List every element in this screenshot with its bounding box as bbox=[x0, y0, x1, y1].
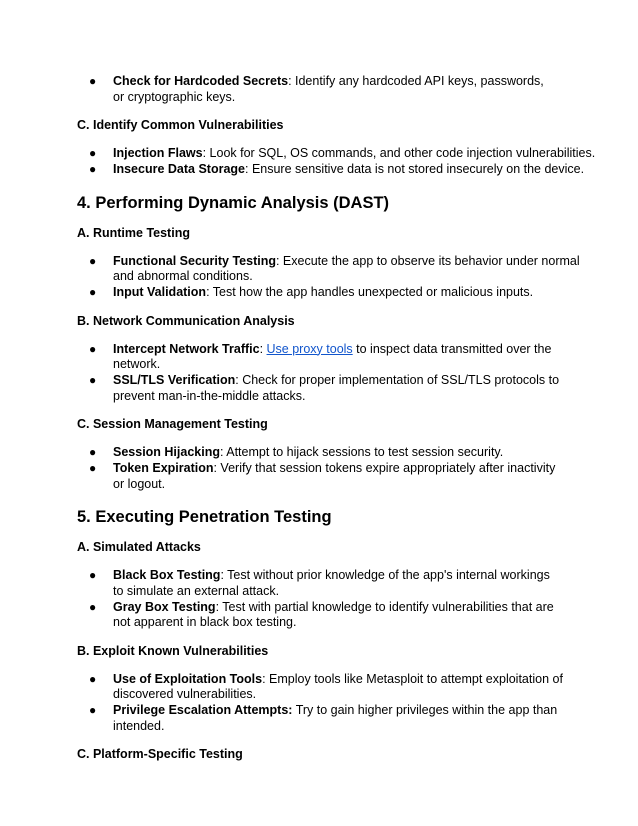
list-item bbox=[89, 285, 598, 301]
item-label: Gray Box Testing bbox=[113, 599, 216, 614]
item-label: Black Box Testing bbox=[113, 568, 221, 582]
item-label: SSL/TLS Verification bbox=[113, 373, 236, 387]
bullet-list-exploit bbox=[77, 672, 563, 735]
bullet-icon: ● bbox=[89, 671, 97, 686]
item-text: : Check for proper implementation of SSL/TLS protocols to prevent man-in-the-middle attacks. bbox=[113, 373, 560, 403]
item-text: : Identify any hardcoded API keys, passwords, or cryptographic keys. bbox=[113, 74, 544, 104]
item-label: Injection Flaws bbox=[113, 146, 203, 160]
heading-dast: 4. Performing Dynamic Analysis (DAST) bbox=[77, 193, 390, 212]
list-item bbox=[89, 74, 553, 105]
bullet-list-session bbox=[77, 445, 563, 492]
item-text: : Test with partial knowledge to identify vulnerabilities that are not apparent in black box testing. bbox=[113, 599, 554, 629]
bullet-icon: ● bbox=[89, 445, 97, 459]
list-item bbox=[89, 146, 598, 162]
heading-penetration-testing: 5. Executing Penetration Testing bbox=[77, 508, 332, 526]
item-label: Token Expiration bbox=[113, 461, 214, 475]
list-item bbox=[89, 703, 563, 734]
bullet-icon: ● bbox=[89, 599, 97, 614]
list-item bbox=[89, 671, 563, 703]
bullet-icon: ● bbox=[89, 461, 97, 475]
item-text: to inspect data transmitted over the network. bbox=[113, 341, 552, 371]
list-item bbox=[89, 568, 563, 599]
list-item bbox=[89, 162, 598, 178]
item-text: : Attempt to hijack sessions to test session security. bbox=[219, 445, 504, 459]
subheading-exploit-vulnerabilities: B. Exploit Known Vulnerabilities bbox=[77, 643, 269, 658]
item-label: Insecure Data Storage bbox=[113, 162, 245, 176]
item-text: : Verify that session tokens expire appropriately after inactivity or logout. bbox=[113, 461, 556, 491]
proxy-tools-link[interactable]: Use proxy tools bbox=[266, 341, 353, 356]
list-item bbox=[89, 461, 563, 492]
item-text: : Employ tools like Metasploit to attempt exploitation of discovered vulnerabilities. bbox=[113, 671, 563, 701]
subheading-platform-testing: C. Platform-Specific Testing bbox=[77, 747, 243, 761]
item-label: Session Hijacking bbox=[113, 445, 220, 459]
subheading-network-analysis: B. Network Communication Analysis bbox=[77, 313, 295, 328]
bullet-icon: ● bbox=[89, 568, 97, 582]
item-separator: : bbox=[259, 341, 267, 356]
bullet-icon: ● bbox=[89, 74, 97, 88]
item-label: Privilege Escalation Attempts: bbox=[113, 703, 293, 717]
bullet-icon: ● bbox=[89, 162, 97, 176]
item-label: Intercept Network Traffic bbox=[113, 341, 260, 356]
bullet-list-secrets bbox=[77, 74, 553, 105]
list-item bbox=[89, 253, 598, 285]
list-item bbox=[89, 599, 563, 631]
item-text: : Ensure sensitive data is not stored insecurely on the device. bbox=[245, 162, 585, 176]
list-item bbox=[89, 341, 598, 373]
bullet-list-simulated bbox=[77, 568, 563, 631]
bullet-icon: ● bbox=[89, 373, 97, 387]
bullet-icon: ● bbox=[89, 285, 97, 299]
subheading-common-vulnerabilities: C. Identify Common Vulnerabilities bbox=[77, 118, 284, 132]
item-text: Try to gain higher privileges within the app than intended. bbox=[113, 703, 558, 733]
item-text: : Execute the app to observe its behavior under normal and abnormal conditions. bbox=[113, 253, 580, 283]
bullet-list-runtime bbox=[77, 254, 598, 301]
bullet-icon: ● bbox=[89, 253, 97, 268]
item-label: Check for Hardcoded Secrets bbox=[113, 74, 289, 88]
subheading-runtime-testing: A. Runtime Testing bbox=[77, 225, 190, 240]
list-item bbox=[89, 445, 563, 461]
bullet-icon: ● bbox=[89, 146, 97, 160]
bullet-icon: ● bbox=[89, 341, 97, 356]
item-text: : Test how the app handles unexpected or malicious inputs. bbox=[206, 285, 534, 299]
bullet-list-network bbox=[77, 342, 598, 405]
item-text: : Test without prior knowledge of the app's internal workings to simulate an external attack. bbox=[113, 568, 550, 598]
list-item bbox=[89, 373, 598, 404]
bullet-list-vulnerabilities bbox=[77, 146, 598, 178]
item-label: Functional Security Testing bbox=[113, 253, 276, 268]
item-text: : Look for SQL, OS commands, and other code injection vulnerabilities. bbox=[202, 146, 596, 160]
item-label: Use of Exploitation Tools bbox=[113, 671, 263, 686]
bullet-icon: ● bbox=[89, 703, 97, 717]
item-label: Input Validation bbox=[113, 285, 207, 299]
subheading-session-management: C. Session Management Testing bbox=[77, 417, 268, 431]
subheading-simulated-attacks: A. Simulated Attacks bbox=[77, 540, 201, 554]
